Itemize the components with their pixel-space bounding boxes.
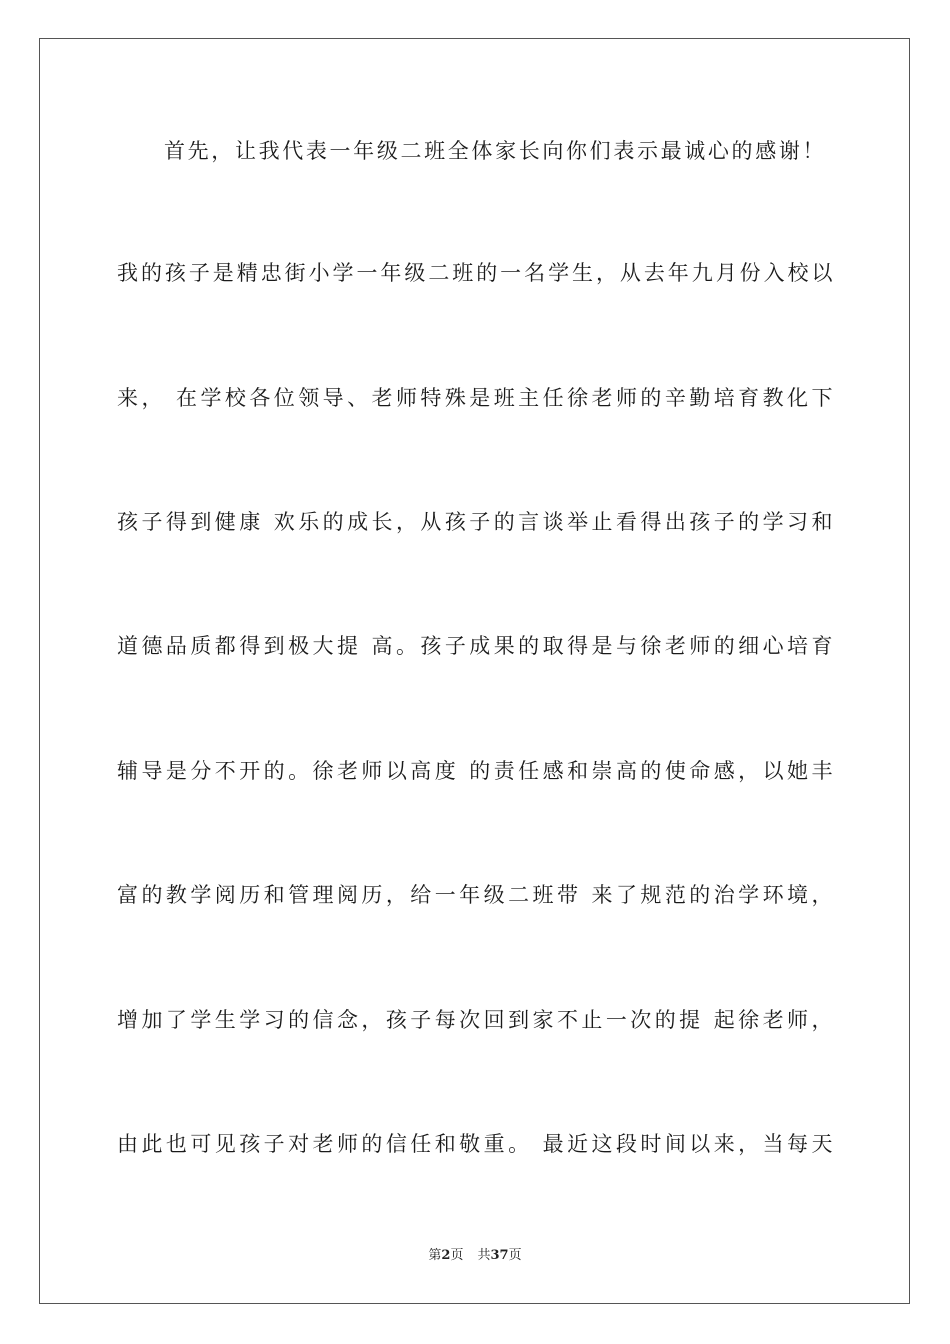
footer-page-number: 2: [441, 1248, 451, 1263]
body-line-7: 富的教学阅历和管理阅历，给一年级二班带 来了规范的治学环境，: [117, 883, 833, 907]
footer-page-prefix: 第: [428, 1248, 442, 1263]
body-line-6: 辅导是分不开的。徐老师以高度 的责任感和崇高的使命感，以她丰: [117, 759, 833, 783]
body-line-3: 来， 在学校各位领导、老师特殊是班主任徐老师的辛勤培育教化下: [117, 386, 833, 410]
footer-page-suffix: 页: [450, 1248, 464, 1263]
page-frame: [39, 38, 910, 1304]
body-line-9: 由此也可见孩子对老师的信任和敬重。 最近这段时间以来，当每天: [117, 1132, 833, 1156]
footer-total-prefix: 共: [477, 1248, 491, 1263]
body-line-5: 道德品质都得到极大提 高。孩子成果的取得是与徐老师的细心培育: [117, 634, 833, 658]
body-line-2: 我的孩子是精忠街小学一年级二班的一名学生，从去年九月份入校以: [117, 261, 833, 285]
body-line-1: 首先，让我代表一年级二班全体家长向你们表示最诚心的感谢！: [164, 139, 824, 163]
footer-total-pages: 37: [490, 1248, 509, 1263]
footer-total-suffix: 页: [508, 1248, 522, 1263]
body-line-8: 增加了学生学习的信念，孩子每次回到家不止一次的提 起徐老师，: [117, 1008, 833, 1032]
body-line-4: 孩子得到健康 欢乐的成长，从孩子的言谈举止看得出孩子的学习和: [117, 510, 833, 534]
page-footer: [0, 1247, 950, 1265]
